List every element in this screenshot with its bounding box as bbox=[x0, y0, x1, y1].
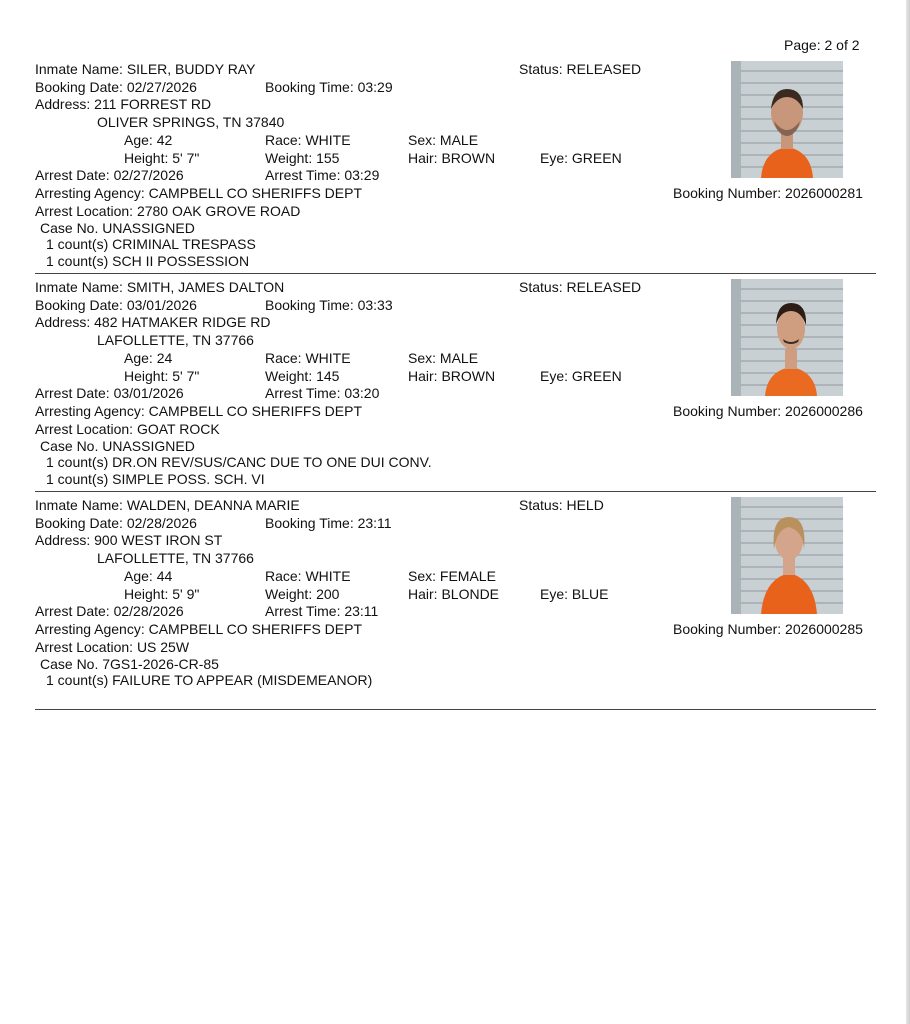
charge: 1 count(s) FAILURE TO APPEAR (MISDEMEANOR) bbox=[46, 672, 373, 688]
arrest-time: Arrest Time: 23:11 bbox=[265, 603, 379, 619]
arresting-agency: Arresting Agency: CAMPBELL CO SHERIFFS DEPT bbox=[35, 621, 363, 637]
race: Race: WHITE bbox=[265, 350, 351, 366]
race: Race: WHITE bbox=[265, 568, 351, 584]
mugshot-photo bbox=[731, 279, 843, 396]
record-separator bbox=[35, 709, 876, 710]
page-number: Page: 2 of 2 bbox=[784, 37, 860, 53]
inmate-name: Inmate Name: SMITH, JAMES DALTON bbox=[35, 279, 285, 295]
address: Address: 211 FORREST RD bbox=[35, 96, 212, 112]
eye: Eye: BLUE bbox=[540, 586, 609, 602]
city: OLIVER SPRINGS, TN 37840 bbox=[97, 114, 285, 130]
arresting-agency: Arresting Agency: CAMPBELL CO SHERIFFS DEPT bbox=[35, 403, 363, 419]
status: Status: HELD bbox=[519, 497, 604, 513]
hair: Hair: BROWN bbox=[408, 368, 496, 384]
booking-number: Booking Number: 2026000286 bbox=[673, 403, 863, 419]
eye: Eye: GREEN bbox=[540, 368, 622, 384]
city: LAFOLLETTE, TN 37766 bbox=[97, 550, 254, 566]
age: Age: 44 bbox=[124, 568, 173, 584]
case-number: Case No. 7GS1-2026-CR-85 bbox=[40, 656, 219, 672]
mugshot-photo bbox=[731, 497, 843, 614]
inmate-record bbox=[0, 61, 905, 279]
inmate-record bbox=[0, 279, 905, 497]
sex: Sex: FEMALE bbox=[408, 568, 496, 584]
arrest-location: Arrest Location: 2780 OAK GROVE ROAD bbox=[35, 203, 301, 219]
weight: Weight: 155 bbox=[265, 150, 340, 166]
arresting-agency: Arresting Agency: CAMPBELL CO SHERIFFS DEPT bbox=[35, 185, 363, 201]
status: Status: RELEASED bbox=[519, 279, 642, 295]
case-number: Case No. UNASSIGNED bbox=[40, 438, 195, 454]
mugshot-photo bbox=[731, 61, 843, 178]
record-separator bbox=[35, 273, 876, 274]
booking-date: Booking Date: 03/01/2026 bbox=[35, 297, 197, 313]
booking-date: Booking Date: 02/27/2026 bbox=[35, 79, 197, 95]
age: Age: 42 bbox=[124, 132, 173, 148]
booking-number: Booking Number: 2026000281 bbox=[673, 185, 863, 201]
charge: 1 count(s) CRIMINAL TRESPASS bbox=[46, 236, 256, 252]
race: Race: WHITE bbox=[265, 132, 351, 148]
hair: Hair: BLONDE bbox=[408, 586, 500, 602]
inmate-name: Inmate Name: SILER, BUDDY RAY bbox=[35, 61, 256, 77]
charge: 1 count(s) DR.ON REV/SUS/CANC DUE TO ONE DUI CONV. bbox=[46, 454, 432, 470]
record-separator bbox=[35, 491, 876, 492]
height: Height: 5' 7" bbox=[124, 150, 200, 166]
booking-time: Booking Time: 03:29 bbox=[265, 79, 393, 95]
hair: Hair: BROWN bbox=[408, 150, 496, 166]
arrest-date: Arrest Date: 02/28/2026 bbox=[35, 603, 184, 619]
arrest-date: Arrest Date: 03/01/2026 bbox=[35, 385, 184, 401]
inmate-record bbox=[0, 497, 905, 715]
booking-number: Booking Number: 2026000285 bbox=[673, 621, 863, 637]
charge: 1 count(s) SIMPLE POSS. SCH. VI bbox=[46, 471, 265, 487]
weight: Weight: 200 bbox=[265, 586, 340, 602]
arrest-date: Arrest Date: 02/27/2026 bbox=[35, 167, 184, 183]
city: LAFOLLETTE, TN 37766 bbox=[97, 332, 254, 348]
address: Address: 900 WEST IRON ST bbox=[35, 532, 223, 548]
page-edge bbox=[906, 0, 910, 1024]
eye: Eye: GREEN bbox=[540, 150, 622, 166]
status: Status: RELEASED bbox=[519, 61, 642, 77]
arrest-location: Arrest Location: GOAT ROCK bbox=[35, 421, 220, 437]
age: Age: 24 bbox=[124, 350, 173, 366]
height: Height: 5' 9" bbox=[124, 586, 200, 602]
charge: 1 count(s) SCH II POSSESSION bbox=[46, 253, 250, 269]
arrest-time: Arrest Time: 03:20 bbox=[265, 385, 380, 401]
inmate-name: Inmate Name: WALDEN, DEANNA MARIE bbox=[35, 497, 300, 513]
booking-date: Booking Date: 02/28/2026 bbox=[35, 515, 197, 531]
booking-time: Booking Time: 03:33 bbox=[265, 297, 393, 313]
sex: Sex: MALE bbox=[408, 350, 479, 366]
weight: Weight: 145 bbox=[265, 368, 340, 384]
height: Height: 5' 7" bbox=[124, 368, 200, 384]
arrest-location: Arrest Location: US 25W bbox=[35, 639, 190, 655]
booking-time: Booking Time: 23:11 bbox=[265, 515, 392, 531]
case-number: Case No. UNASSIGNED bbox=[40, 220, 195, 236]
arrest-time: Arrest Time: 03:29 bbox=[265, 167, 380, 183]
sex: Sex: MALE bbox=[408, 132, 479, 148]
address: Address: 482 HATMAKER RIDGE RD bbox=[35, 314, 271, 330]
